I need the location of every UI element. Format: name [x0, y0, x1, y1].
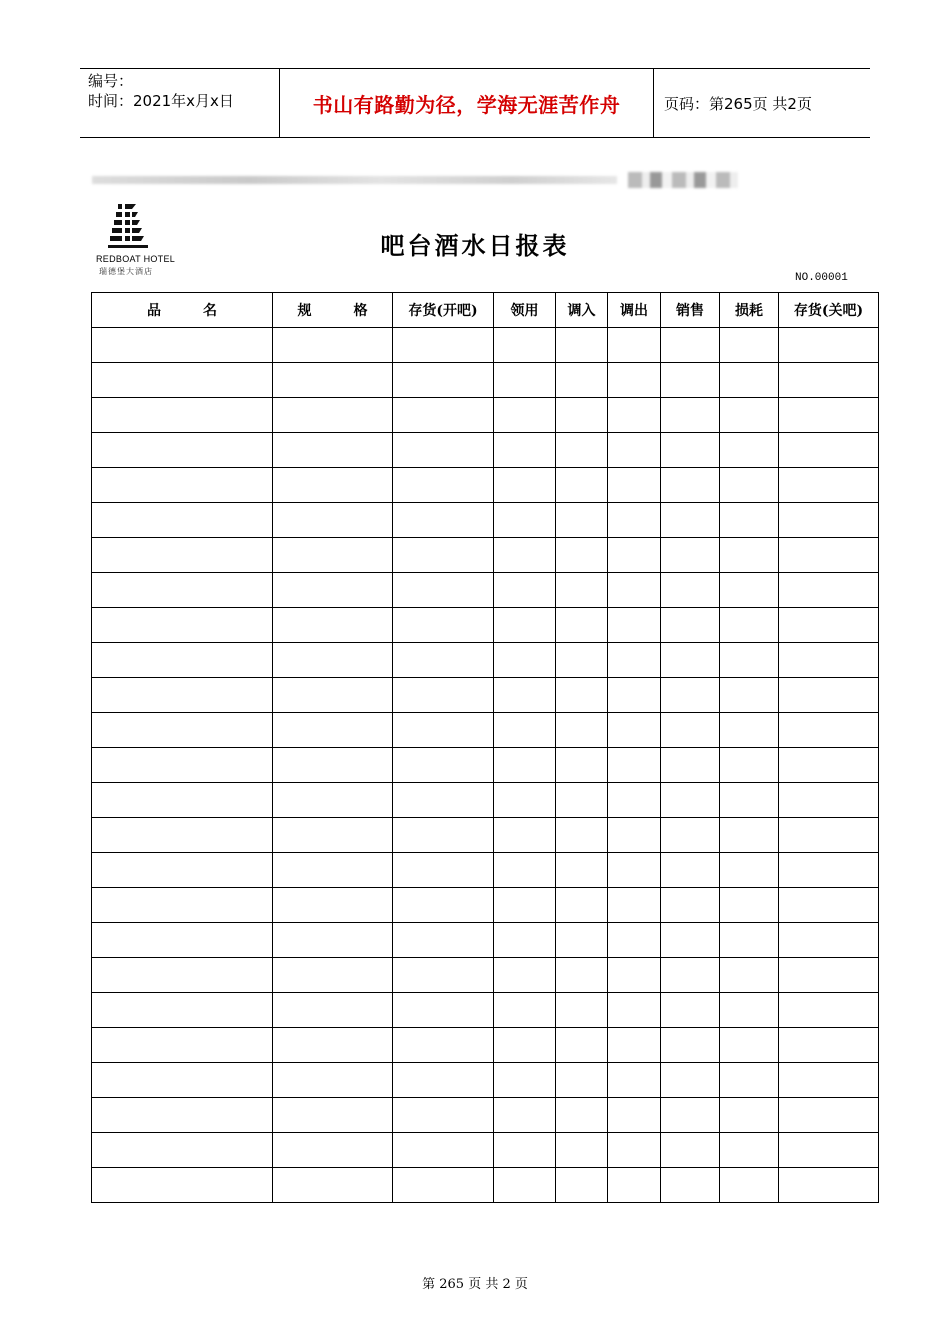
cell-spec[interactable]	[273, 608, 393, 643]
cell-loss[interactable]	[720, 363, 779, 398]
cell-received[interactable]	[494, 853, 556, 888]
table-row	[92, 713, 879, 748]
cell-spec[interactable]	[273, 433, 393, 468]
cell-stock_open[interactable]	[393, 433, 494, 468]
cell-transfer_out[interactable]	[608, 608, 661, 643]
cell-sales[interactable]	[661, 398, 720, 433]
cell-sales[interactable]	[661, 1168, 720, 1203]
cell-spec[interactable]	[273, 503, 393, 538]
cell-transfer_in[interactable]	[556, 783, 608, 818]
table-row	[92, 818, 879, 853]
table-row	[92, 398, 879, 433]
table-row	[92, 573, 879, 608]
table-row	[92, 1063, 879, 1098]
cell-spec[interactable]	[273, 1133, 393, 1168]
cell-name[interactable]	[92, 993, 273, 1028]
cell-sales[interactable]	[661, 328, 720, 363]
cell-received[interactable]	[494, 1098, 556, 1133]
table-row	[92, 1133, 879, 1168]
cell-transfer_out[interactable]	[608, 643, 661, 678]
table-row	[92, 853, 879, 888]
form-number: NO.00001	[795, 272, 848, 284]
cell-sales[interactable]	[661, 1028, 720, 1063]
cell-transfer_in[interactable]	[556, 748, 608, 783]
cell-name[interactable]	[92, 363, 273, 398]
cell-received[interactable]	[494, 573, 556, 608]
cell-received[interactable]	[494, 993, 556, 1028]
cell-received[interactable]	[494, 643, 556, 678]
cell-stock_close[interactable]	[779, 818, 879, 853]
cell-spec[interactable]	[273, 1098, 393, 1133]
cell-sales[interactable]	[661, 748, 720, 783]
cell-transfer_in[interactable]	[556, 468, 608, 503]
cell-stock_close[interactable]	[779, 573, 879, 608]
table-row	[92, 328, 879, 363]
cell-name[interactable]	[92, 748, 273, 783]
cell-name[interactable]	[92, 1063, 273, 1098]
cell-received[interactable]	[494, 888, 556, 923]
cell-name[interactable]	[92, 573, 273, 608]
cell-stock_close[interactable]	[779, 748, 879, 783]
cell-transfer_out[interactable]	[608, 958, 661, 993]
cell-spec[interactable]	[273, 783, 393, 818]
cell-stock_close[interactable]	[779, 503, 879, 538]
cell-stock_close[interactable]	[779, 783, 879, 818]
cell-loss[interactable]	[720, 678, 779, 713]
cell-stock_open[interactable]	[393, 538, 494, 573]
cell-transfer_out[interactable]	[608, 1028, 661, 1063]
cell-transfer_in[interactable]	[556, 958, 608, 993]
cell-transfer_in[interactable]	[556, 888, 608, 923]
table-header-row	[92, 293, 879, 328]
table-body	[92, 328, 879, 1203]
cell-transfer_out[interactable]	[608, 923, 661, 958]
cell-spec[interactable]	[273, 1168, 393, 1203]
cell-spec[interactable]	[273, 748, 393, 783]
cell-stock_close[interactable]	[779, 398, 879, 433]
cell-sales[interactable]	[661, 573, 720, 608]
cell-sales[interactable]	[661, 818, 720, 853]
cell-stock_close[interactable]	[779, 538, 879, 573]
cell-sales[interactable]	[661, 1063, 720, 1098]
table-row	[92, 888, 879, 923]
cell-name[interactable]	[92, 678, 273, 713]
cell-received[interactable]	[494, 923, 556, 958]
cell-transfer_in[interactable]	[556, 1098, 608, 1133]
cell-sales[interactable]	[661, 538, 720, 573]
cell-spec[interactable]	[273, 923, 393, 958]
page-footer: 第 265 页 共 2 页	[422, 1277, 528, 1292]
cell-transfer_out[interactable]	[608, 1133, 661, 1168]
cell-sales[interactable]	[661, 433, 720, 468]
cell-stock_close[interactable]	[779, 1168, 879, 1203]
cell-name[interactable]	[92, 783, 273, 818]
cell-stock_open[interactable]	[393, 1098, 494, 1133]
cell-received[interactable]	[494, 363, 556, 398]
cell-stock_open[interactable]	[393, 643, 494, 678]
cell-name[interactable]	[92, 328, 273, 363]
cell-spec[interactable]	[273, 818, 393, 853]
cell-spec[interactable]	[273, 993, 393, 1028]
cell-stock_open[interactable]	[393, 1168, 494, 1203]
cell-loss[interactable]	[720, 713, 779, 748]
cell-transfer_out[interactable]	[608, 713, 661, 748]
table-row	[92, 1098, 879, 1133]
cell-transfer_in[interactable]	[556, 713, 608, 748]
cell-stock_open[interactable]	[393, 573, 494, 608]
cell-transfer_in[interactable]	[556, 1063, 608, 1098]
cell-stock_close[interactable]	[779, 678, 879, 713]
cell-loss[interactable]	[720, 853, 779, 888]
cell-stock_close[interactable]	[779, 888, 879, 923]
cell-loss[interactable]	[720, 1133, 779, 1168]
cell-name[interactable]	[92, 503, 273, 538]
table-row	[92, 468, 879, 503]
table-row	[92, 433, 879, 468]
table-row	[92, 958, 879, 993]
cell-transfer_out[interactable]	[608, 888, 661, 923]
cell-transfer_out[interactable]	[608, 328, 661, 363]
cell-spec[interactable]	[273, 363, 393, 398]
cell-stock_close[interactable]	[779, 328, 879, 363]
cell-transfer_out[interactable]	[608, 783, 661, 818]
report-table	[91, 292, 879, 1203]
cell-name[interactable]	[92, 643, 273, 678]
cell-transfer_out[interactable]	[608, 853, 661, 888]
cell-transfer_in[interactable]	[556, 503, 608, 538]
table-row	[92, 993, 879, 1028]
cell-sales[interactable]	[661, 888, 720, 923]
table-row	[92, 608, 879, 643]
cell-name[interactable]	[92, 713, 273, 748]
cell-sales[interactable]	[661, 1133, 720, 1168]
cell-received[interactable]	[494, 328, 556, 363]
cell-stock_open[interactable]	[393, 503, 494, 538]
cell-transfer_in[interactable]	[556, 923, 608, 958]
cell-loss[interactable]	[720, 923, 779, 958]
cell-received[interactable]	[494, 503, 556, 538]
cell-stock_close[interactable]	[779, 1063, 879, 1098]
cell-transfer_in[interactable]	[556, 643, 608, 678]
number-label: 编号：	[88, 72, 134, 90]
cell-received[interactable]	[494, 398, 556, 433]
cell-loss[interactable]	[720, 433, 779, 468]
cell-spec[interactable]	[273, 643, 393, 678]
cell-stock_close[interactable]	[779, 643, 879, 678]
cell-received[interactable]	[494, 538, 556, 573]
form-title: 吧台酒水日报表	[380, 231, 570, 260]
cell-received[interactable]	[494, 678, 556, 713]
cell-transfer_in[interactable]	[556, 1028, 608, 1063]
cell-loss[interactable]	[720, 783, 779, 818]
cell-transfer_out[interactable]	[608, 818, 661, 853]
cell-stock_open[interactable]	[393, 993, 494, 1028]
cell-name[interactable]	[92, 1133, 273, 1168]
cell-loss[interactable]	[720, 1168, 779, 1203]
cell-loss[interactable]	[720, 1098, 779, 1133]
table-row	[92, 678, 879, 713]
header-band	[80, 68, 870, 138]
page-info: 页码：第265页 共2页	[664, 94, 812, 113]
column-header-name: 品 名	[92, 293, 273, 328]
cell-transfer_in[interactable]	[556, 608, 608, 643]
cell-stock_close[interactable]	[779, 1028, 879, 1063]
cell-transfer_out[interactable]	[608, 398, 661, 433]
motto: 书山有路勤为径，学海无涯苦作舟	[280, 69, 654, 137]
cell-spec[interactable]	[273, 398, 393, 433]
cell-stock_open[interactable]	[393, 678, 494, 713]
cell-stock_open[interactable]	[393, 713, 494, 748]
cell-loss[interactable]	[720, 1063, 779, 1098]
cell-sales[interactable]	[661, 468, 720, 503]
cell-loss[interactable]	[720, 643, 779, 678]
cell-name[interactable]	[92, 538, 273, 573]
cell-stock_open[interactable]	[393, 328, 494, 363]
cell-spec[interactable]	[273, 573, 393, 608]
cell-transfer_in[interactable]	[556, 363, 608, 398]
cell-loss[interactable]	[720, 398, 779, 433]
cell-spec[interactable]	[273, 468, 393, 503]
column-header-stock_close: 存货(关吧)	[779, 293, 879, 328]
cell-spec[interactable]	[273, 1063, 393, 1098]
cell-spec[interactable]	[273, 713, 393, 748]
cell-transfer_in[interactable]	[556, 433, 608, 468]
cell-name[interactable]	[92, 853, 273, 888]
table-row	[92, 1168, 879, 1203]
cell-stock_open[interactable]	[393, 853, 494, 888]
cell-stock_close[interactable]	[779, 1098, 879, 1133]
cell-loss[interactable]	[720, 538, 779, 573]
table-row	[92, 363, 879, 398]
cell-loss[interactable]	[720, 818, 779, 853]
cell-stock_open[interactable]	[393, 923, 494, 958]
cell-transfer_out[interactable]	[608, 433, 661, 468]
cell-transfer_in[interactable]	[556, 1168, 608, 1203]
cell-loss[interactable]	[720, 888, 779, 923]
cell-received[interactable]	[494, 1133, 556, 1168]
column-header-loss: 损耗	[720, 293, 779, 328]
cell-stock_close[interactable]	[779, 608, 879, 643]
cell-sales[interactable]	[661, 853, 720, 888]
cell-loss[interactable]	[720, 748, 779, 783]
cell-loss[interactable]	[720, 328, 779, 363]
table-row	[92, 748, 879, 783]
cell-sales[interactable]	[661, 608, 720, 643]
cell-transfer_out[interactable]	[608, 1098, 661, 1133]
cell-received[interactable]	[494, 433, 556, 468]
cell-spec[interactable]	[273, 328, 393, 363]
cell-loss[interactable]	[720, 503, 779, 538]
table-row	[92, 538, 879, 573]
cell-stock_close[interactable]	[779, 993, 879, 1028]
cell-transfer_out[interactable]	[608, 538, 661, 573]
table-row	[92, 923, 879, 958]
blurred-blocks	[628, 172, 738, 188]
cell-stock_close[interactable]	[779, 468, 879, 503]
column-header-stock_open: 存货(开吧)	[393, 293, 494, 328]
cell-spec[interactable]	[273, 888, 393, 923]
cell-loss[interactable]	[720, 608, 779, 643]
cell-received[interactable]	[494, 1063, 556, 1098]
cell-received[interactable]	[494, 468, 556, 503]
time-label: 时间：2021年x月x日	[88, 92, 234, 110]
cell-name[interactable]	[92, 888, 273, 923]
cell-spec[interactable]	[273, 958, 393, 993]
column-header-spec: 规 格	[273, 293, 393, 328]
cell-transfer_in[interactable]	[556, 678, 608, 713]
cell-transfer_out[interactable]	[608, 363, 661, 398]
cell-transfer_out[interactable]	[608, 503, 661, 538]
cell-sales[interactable]	[661, 993, 720, 1028]
cell-transfer_out[interactable]	[608, 573, 661, 608]
column-header-transfer_in: 调入	[556, 293, 608, 328]
cell-stock_open[interactable]	[393, 1133, 494, 1168]
cell-stock_close[interactable]	[779, 433, 879, 468]
cell-loss[interactable]	[720, 573, 779, 608]
cell-stock_open[interactable]	[393, 1028, 494, 1063]
cell-stock_close[interactable]	[779, 853, 879, 888]
cell-stock_close[interactable]	[779, 923, 879, 958]
cell-sales[interactable]	[661, 1098, 720, 1133]
cell-loss[interactable]	[720, 993, 779, 1028]
cell-name[interactable]	[92, 1098, 273, 1133]
cell-sales[interactable]	[661, 923, 720, 958]
cell-sales[interactable]	[661, 503, 720, 538]
cell-name[interactable]	[92, 818, 273, 853]
table-row	[92, 503, 879, 538]
table-row	[92, 643, 879, 678]
cell-spec[interactable]	[273, 678, 393, 713]
logo-name-cn: 瑞德堡大酒店	[99, 267, 153, 276]
cell-sales[interactable]	[661, 363, 720, 398]
cell-transfer_in[interactable]	[556, 538, 608, 573]
cell-transfer_in[interactable]	[556, 1133, 608, 1168]
cell-name[interactable]	[92, 468, 273, 503]
cell-spec[interactable]	[273, 1028, 393, 1063]
cell-transfer_in[interactable]	[556, 398, 608, 433]
cell-name[interactable]	[92, 923, 273, 958]
cell-loss[interactable]	[720, 468, 779, 503]
cell-stock_open[interactable]	[393, 888, 494, 923]
cell-loss[interactable]	[720, 1028, 779, 1063]
cell-transfer_in[interactable]	[556, 853, 608, 888]
column-header-transfer_out: 调出	[608, 293, 661, 328]
cell-transfer_out[interactable]	[608, 1168, 661, 1203]
cell-transfer_in[interactable]	[556, 573, 608, 608]
cell-received[interactable]	[494, 748, 556, 783]
cell-stock_open[interactable]	[393, 818, 494, 853]
cell-stock_open[interactable]	[393, 608, 494, 643]
cell-spec[interactable]	[273, 853, 393, 888]
cell-stock_open[interactable]	[393, 1063, 494, 1098]
logo-name-en: REDBOAT HOTEL	[96, 254, 176, 264]
cell-transfer_out[interactable]	[608, 748, 661, 783]
cell-transfer_out[interactable]	[608, 993, 661, 1028]
cell-sales[interactable]	[661, 713, 720, 748]
cell-name[interactable]	[92, 398, 273, 433]
cell-received[interactable]	[494, 608, 556, 643]
cell-name[interactable]	[92, 433, 273, 468]
cell-sales[interactable]	[661, 783, 720, 818]
cell-loss[interactable]	[720, 958, 779, 993]
cell-stock_close[interactable]	[779, 958, 879, 993]
cell-sales[interactable]	[661, 643, 720, 678]
cell-transfer_out[interactable]	[608, 678, 661, 713]
cell-stock_close[interactable]	[779, 713, 879, 748]
cell-received[interactable]	[494, 713, 556, 748]
cell-stock_open[interactable]	[393, 783, 494, 818]
cell-received[interactable]	[494, 783, 556, 818]
cell-name[interactable]	[92, 1028, 273, 1063]
column-header-received: 领用	[494, 293, 556, 328]
cell-name[interactable]	[92, 958, 273, 993]
cell-sales[interactable]	[661, 958, 720, 993]
cell-received[interactable]	[494, 818, 556, 853]
header-meta	[80, 69, 280, 137]
cell-stock_open[interactable]	[393, 958, 494, 993]
cell-stock_open[interactable]	[393, 398, 494, 433]
cell-transfer_in[interactable]	[556, 993, 608, 1028]
cell-spec[interactable]	[273, 538, 393, 573]
cell-received[interactable]	[494, 1168, 556, 1203]
cell-transfer_out[interactable]	[608, 468, 661, 503]
cell-stock_open[interactable]	[393, 748, 494, 783]
table-row	[92, 1028, 879, 1063]
table-row	[92, 783, 879, 818]
cell-stock_close[interactable]	[779, 363, 879, 398]
cell-stock_open[interactable]	[393, 363, 494, 398]
cell-transfer_in[interactable]	[556, 328, 608, 363]
cell-name[interactable]	[92, 1168, 273, 1203]
cell-stock_open[interactable]	[393, 468, 494, 503]
cell-received[interactable]	[494, 1028, 556, 1063]
cell-sales[interactable]	[661, 678, 720, 713]
column-header-sales: 销售	[661, 293, 720, 328]
cell-transfer_out[interactable]	[608, 1063, 661, 1098]
cell-stock_close[interactable]	[779, 1133, 879, 1168]
cell-received[interactable]	[494, 958, 556, 993]
cell-name[interactable]	[92, 608, 273, 643]
blurred-strip	[92, 176, 617, 184]
cell-transfer_in[interactable]	[556, 818, 608, 853]
